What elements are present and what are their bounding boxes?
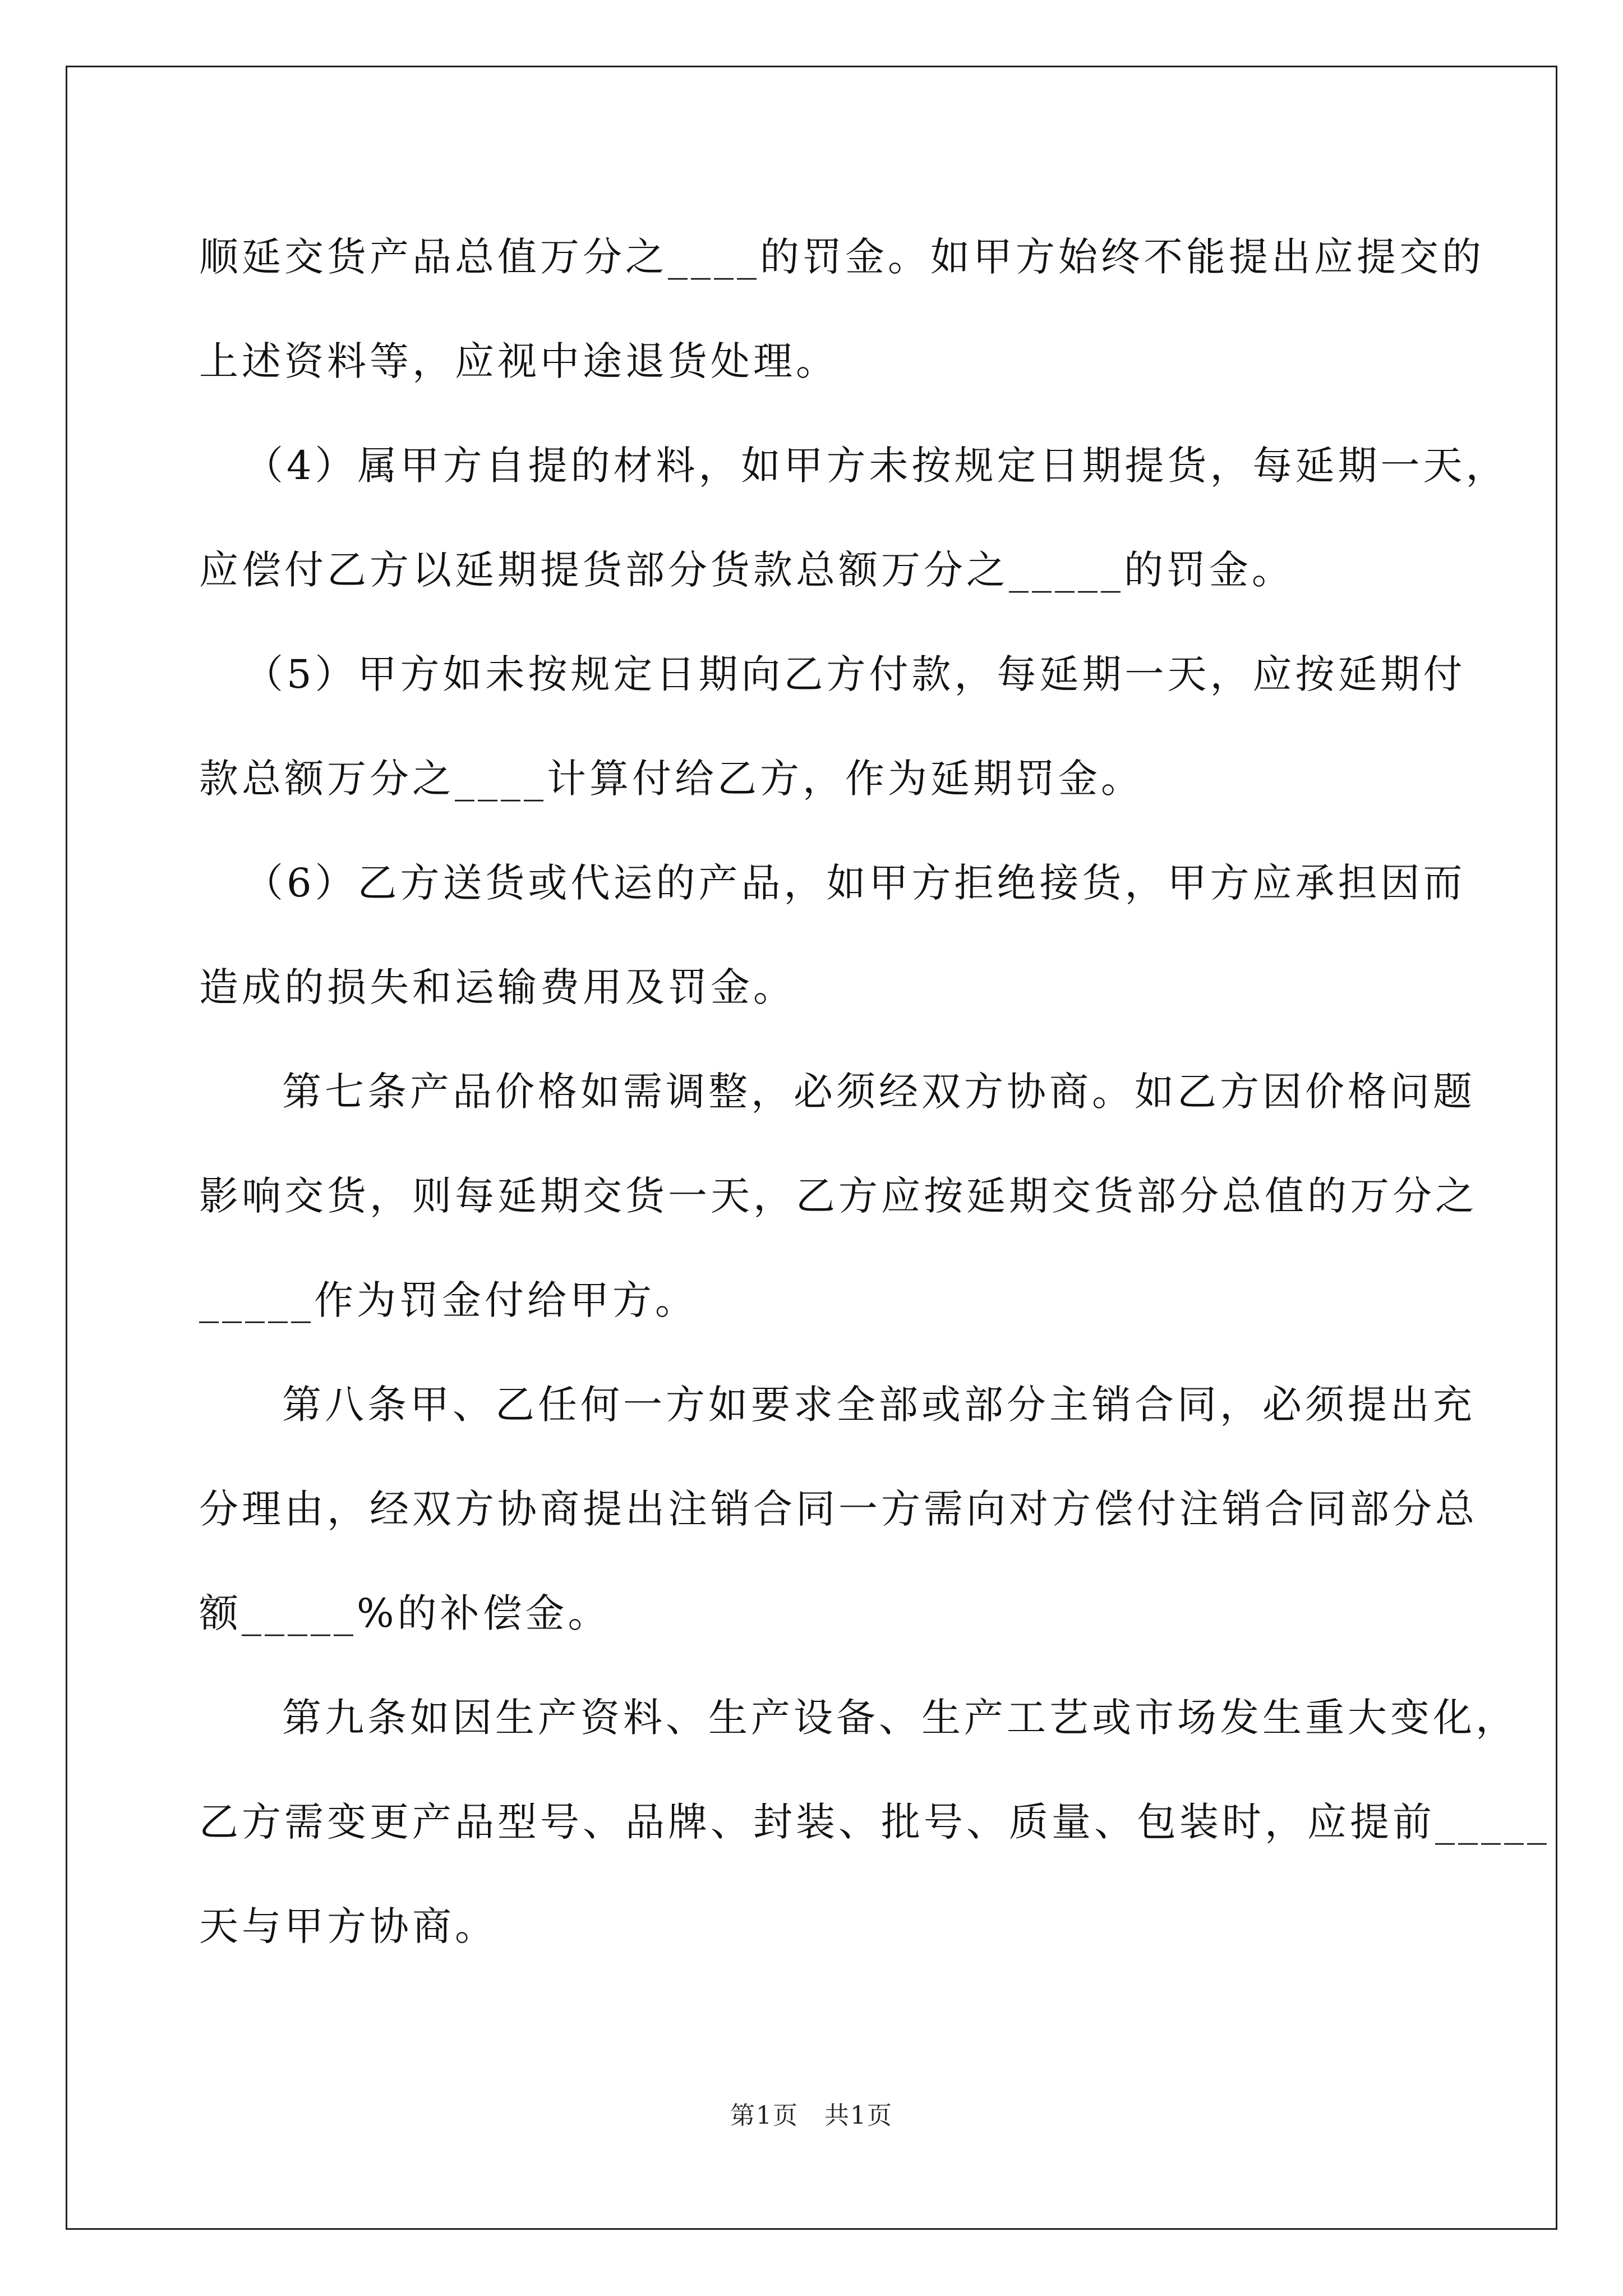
text-line: （4）属甲方自提的材料，如甲方未按规定日期提货，每延期一天， xyxy=(244,443,1509,489)
text-line: 天与甲方协商。 xyxy=(199,1903,497,1949)
text-line: （6）乙方送货或代运的产品，如甲方拒绝接货，甲方应承担因而 xyxy=(244,860,1466,906)
text-line: 造成的损失和运输费用及罚金。 xyxy=(199,964,796,1010)
text-line: 分理由，经双方协商提出注销合同一方需向对方偿付注销合同部分总 xyxy=(199,1486,1478,1532)
text-line: 款总额万分之____计算付给乙方，作为延期罚金。 xyxy=(199,756,1144,802)
text-line: _____作为罚金付给甲方。 xyxy=(199,1277,698,1323)
text-line: 额_____%的补偿金。 xyxy=(199,1590,611,1636)
text-line: 影响交货，则每延期交货一天，乙方应按延期交货部分总值的万分之 xyxy=(199,1173,1478,1219)
text-line: 应偿付乙方以延期提货部分货款总额万分之_____的罚金。 xyxy=(199,547,1294,593)
text-line: 第八条甲、乙任何一方如要求全部或部分主销合同，必须提出充 xyxy=(282,1382,1476,1428)
text-line: 第七条产品价格如需调整，必须经双方协商。如乙方因价格问题 xyxy=(282,1069,1476,1115)
text-line: 第九条如因生产资料、生产设备、生产工艺或市场发生重大变化， xyxy=(282,1695,1518,1741)
page-footer: 第1页 共1页 xyxy=(730,2101,893,2130)
text-line: 顺延交货产品总值万分之____的罚金。如甲方始终不能提出应提交的 xyxy=(199,234,1484,280)
document-body xyxy=(199,205,1550,1978)
text-line: 乙方需变更产品型号、品牌、封装、批号、质量、包装时，应提前_____ xyxy=(199,1799,1550,1845)
text-line: （5）甲方如未按规定日期向乙方付款，每延期一天，应按延期付 xyxy=(244,651,1466,697)
text-line: 上述资料等，应视中途退货处理。 xyxy=(199,338,838,384)
